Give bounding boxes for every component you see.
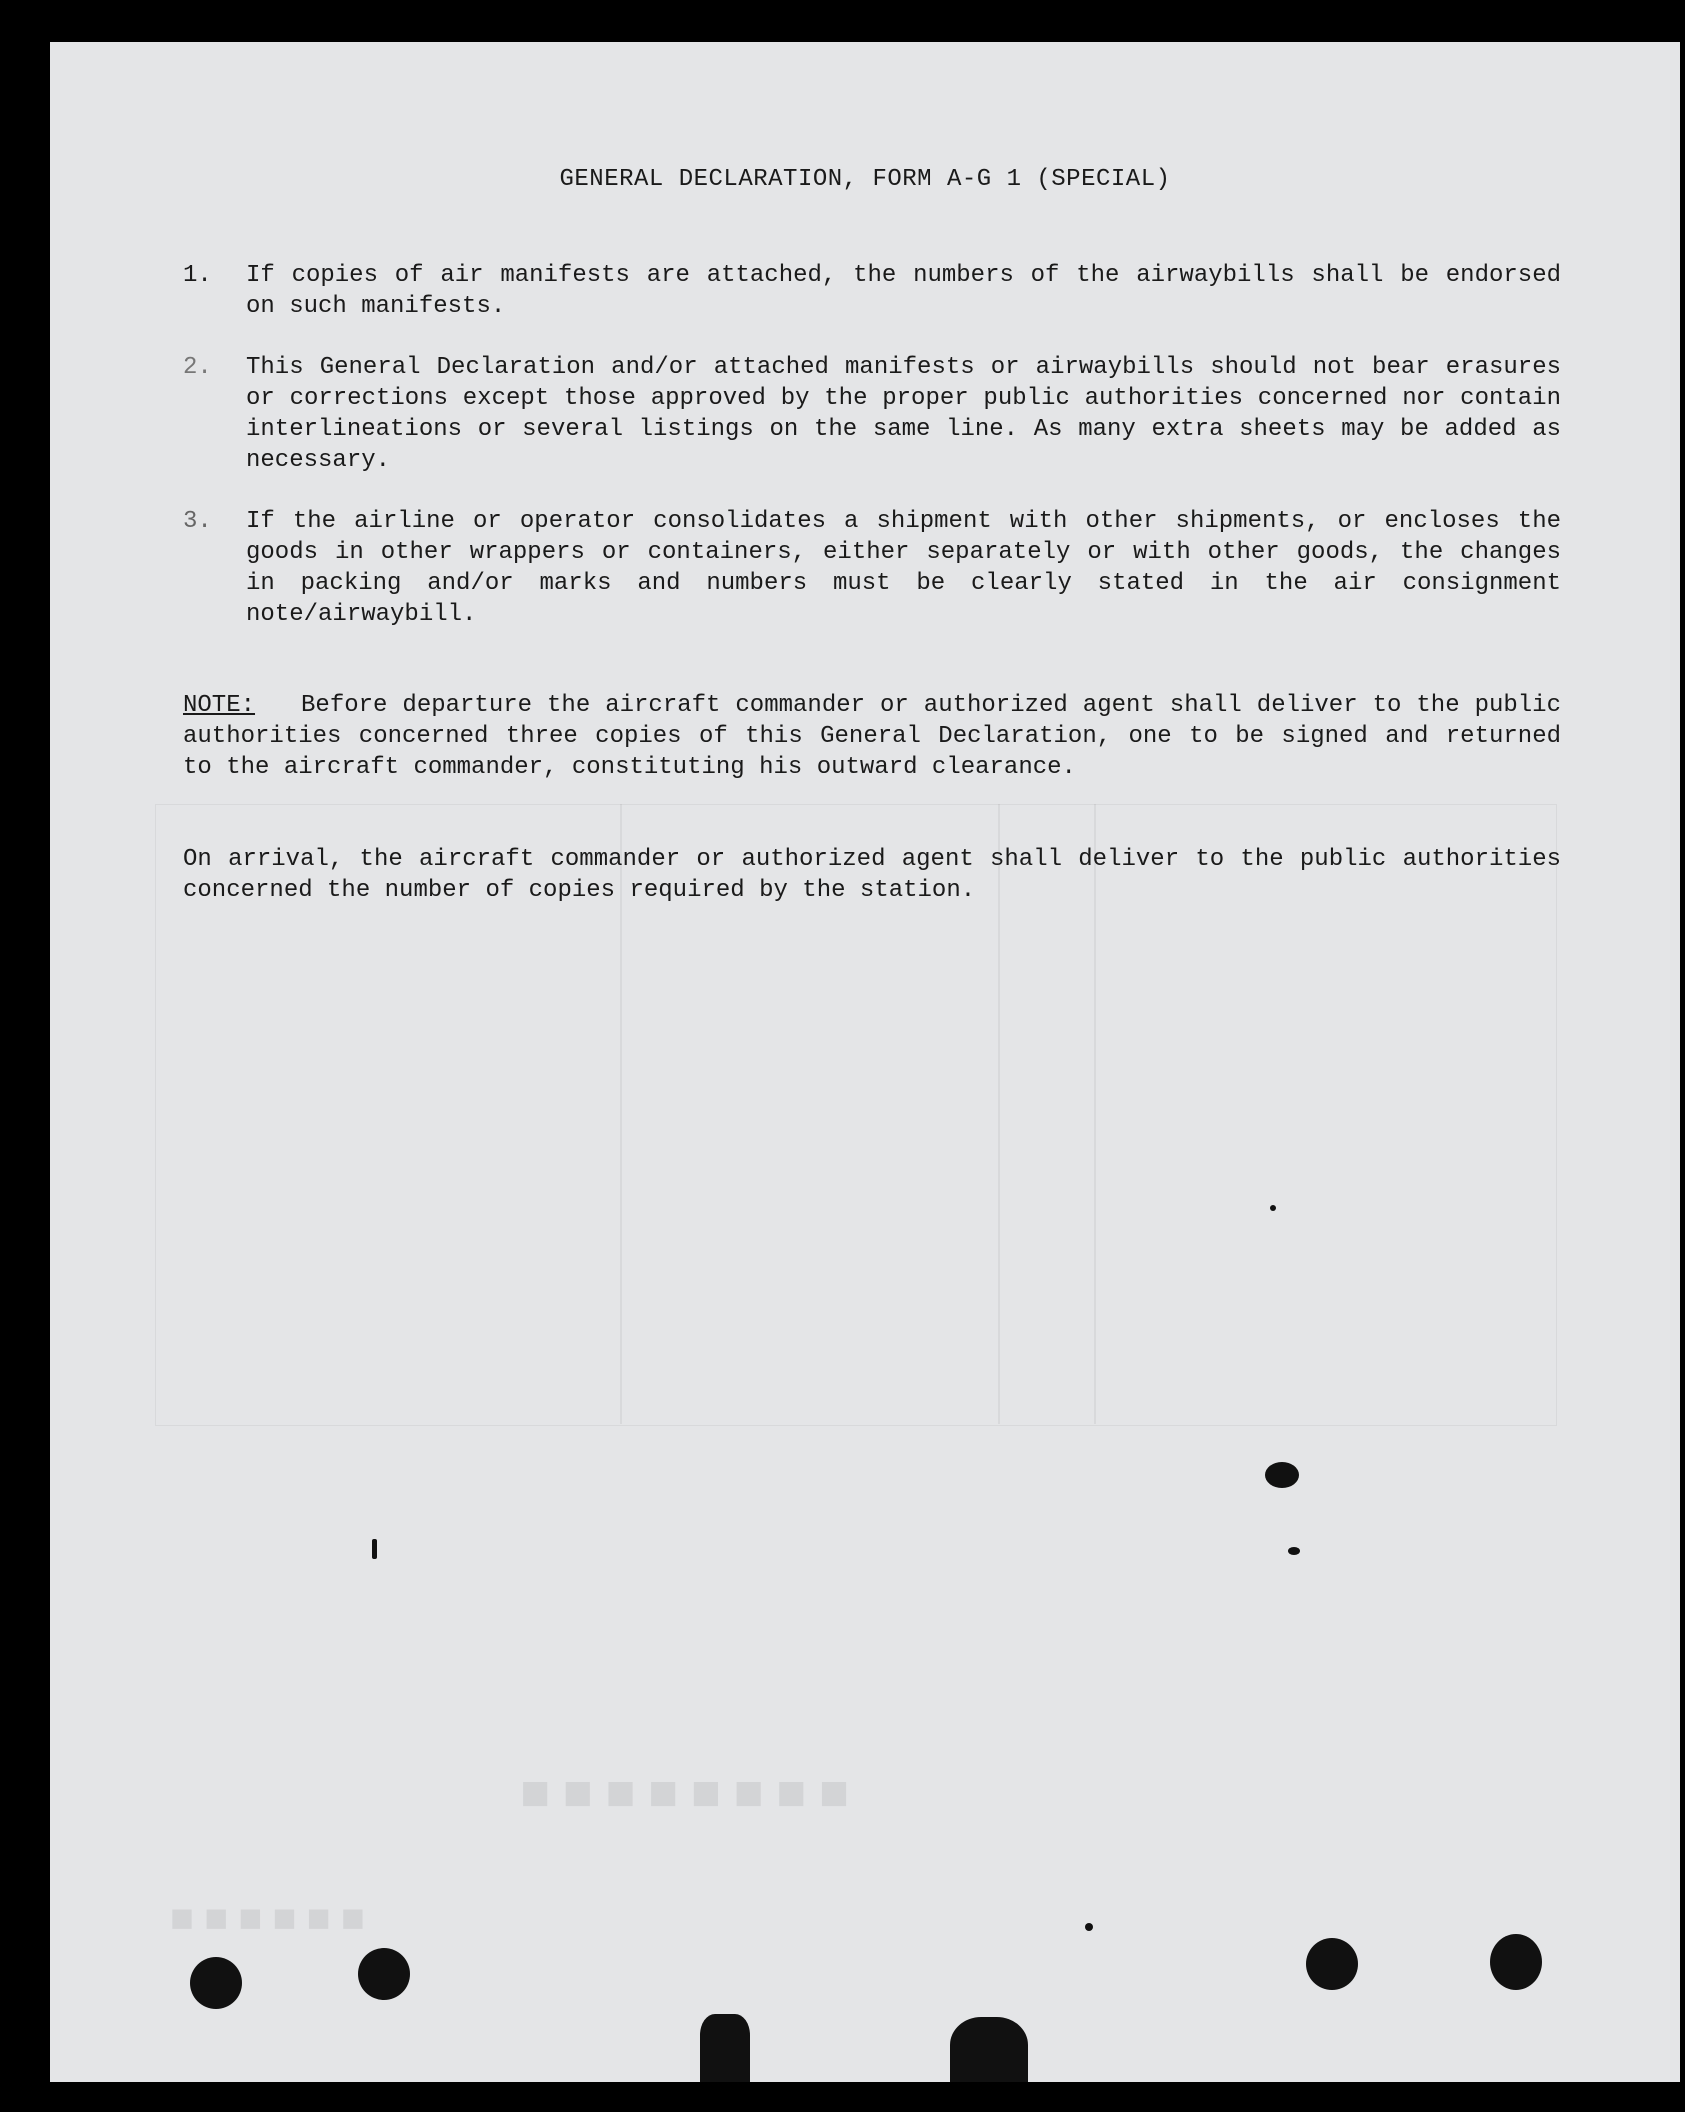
ghost-show-through: ■ ■ ■ ■ ■ ■: [170, 1895, 365, 1940]
ink-blot: [358, 1948, 410, 2000]
list-item-number: 1.: [183, 262, 212, 289]
list-item-text: If the airline or operator consolidates a shipment with other shipments, or encloses the goods in other wrappers or containers, either separately or with other goods, the changes in packing and/or marks and numbers must be clearly stated in the air consignment note/airwaybill.: [246, 508, 1561, 628]
note-paragraph: [183, 690, 1561, 783]
list-item: [183, 352, 1561, 476]
note-text: Before departure the aircraft commander or authorized agent shall deliver to the public authorities concerned three copies of this General Declaration, one to be signed and returned to the aircraft commander, constituting his outward clearance.: [183, 692, 1561, 781]
ink-blot: [190, 1957, 242, 2009]
note-label: NOTE:: [183, 692, 256, 719]
ink-speck: [1288, 1547, 1300, 1555]
ink-blot: [1265, 1462, 1299, 1488]
list-item-text: This General Declaration and/or attached manifests or airwaybills should not bear erasures or corrections except those approved by the proper public authorities concerned nor contain interlineations or several listings on the same line. As many extra sheets may be added as necessary.: [246, 354, 1561, 474]
ink-blot: [1306, 1938, 1358, 1990]
arrival-paragraph: [183, 844, 1561, 906]
ink-blot: [1490, 1934, 1542, 1990]
page-title: GENERAL DECLARATION, FORM A-G 1 (SPECIAL): [559, 166, 1171, 193]
list-item: [183, 506, 1561, 630]
ink-speck: [1085, 1923, 1093, 1931]
list-item-text: If copies of air manifests are attached, the numbers of the airwaybills shall be endorsed on such manifests.: [246, 262, 1561, 320]
document-page: [50, 42, 1680, 2082]
ghost-show-through: ■ ■ ■ ■ ■ ■ ■ ■: [520, 1764, 850, 1820]
arrival-text: On arrival, the aircraft commander or authorized agent shall deliver to the public authorities concerned the number of copies required by the station.: [183, 846, 1561, 904]
ink-speck: [372, 1539, 377, 1559]
list-item-number: 2.: [183, 354, 212, 381]
ink-blot: [950, 2017, 1028, 2082]
list-item-number: 3.: [183, 508, 212, 535]
ink-blot: [700, 2014, 750, 2082]
ink-speck: [1270, 1205, 1276, 1211]
list-item: [183, 260, 1561, 322]
